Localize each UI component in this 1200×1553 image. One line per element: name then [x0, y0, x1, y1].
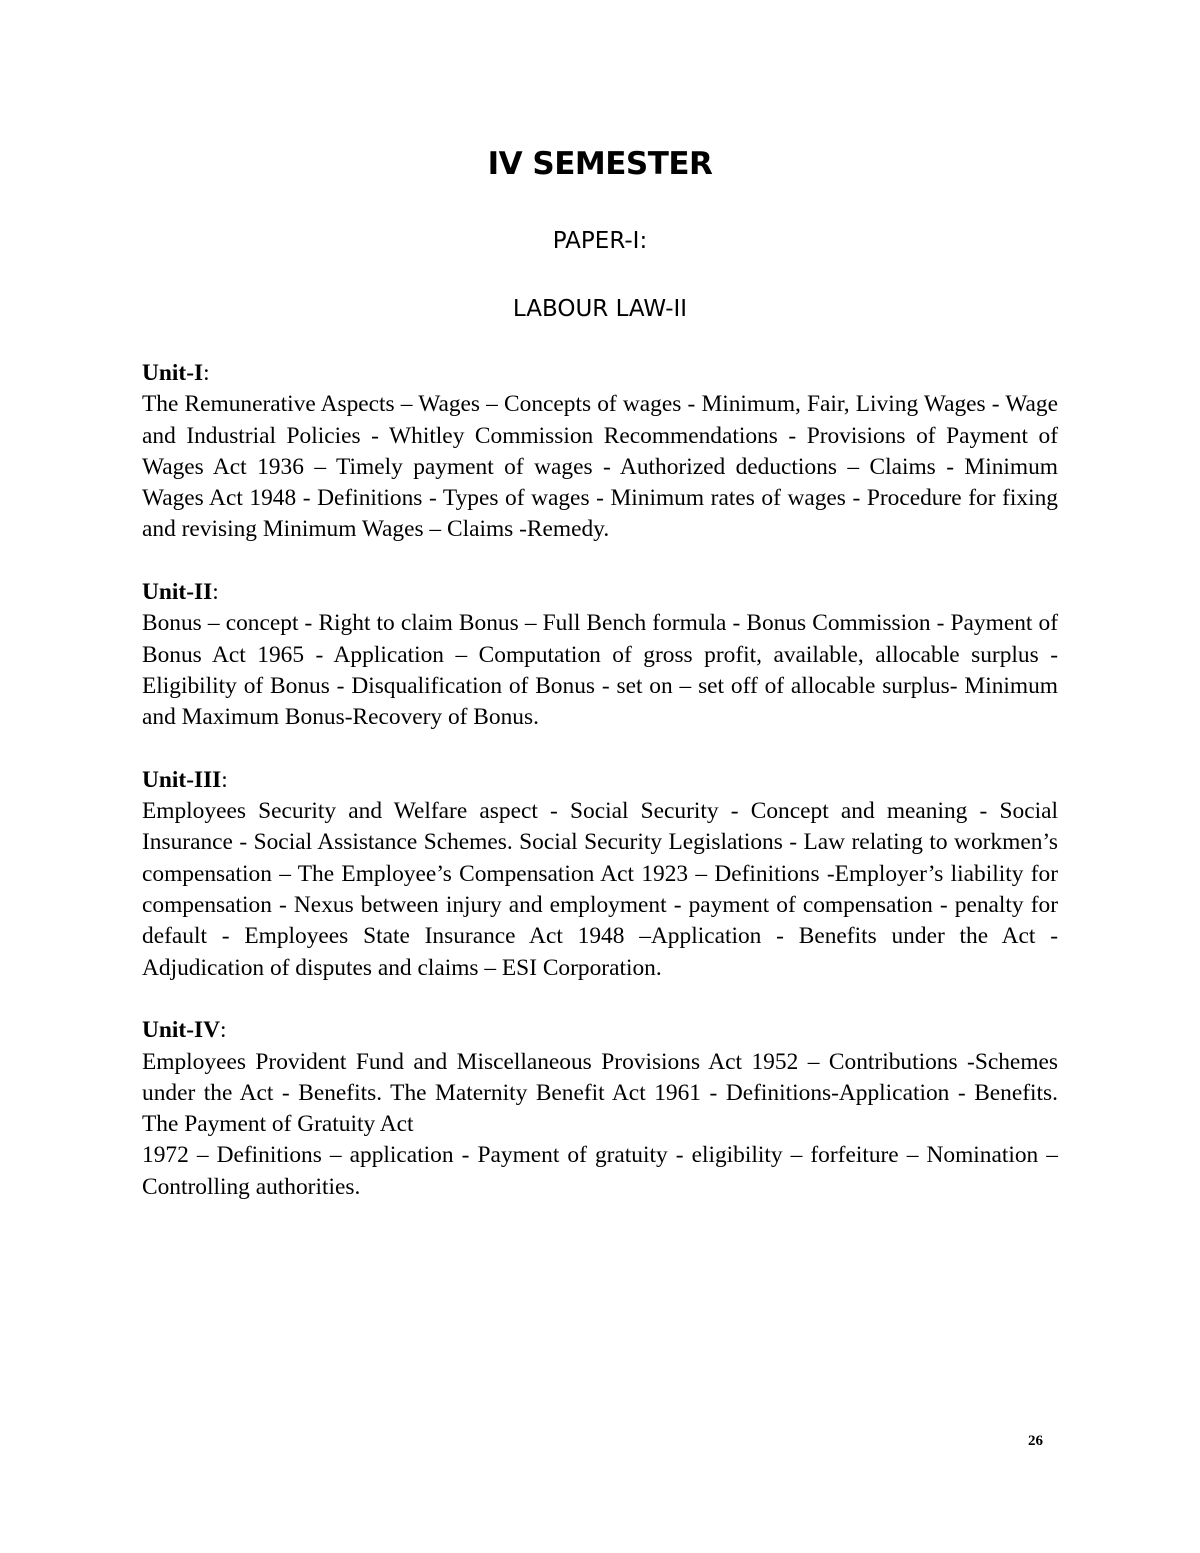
- unit-description: Employees Security and Welfare aspect - Social Security - Concept and meaning - Social Insurance - Social Assistance Schemes. Social Security Legislations - Law relating to workmen’s compensation – The Employee’s Compensation Act 1923 – Definitions -Employer’s liability for compensation - Nexus between injury and employment - payment of compensation - penalty for default - Employees State Insurance Act 1948 –Application - Benefits under the Act - Adjudication of disputes and claims – ESI Corporation.: [142, 798, 1058, 981]
- paper-heading: PAPER-I:: [552, 228, 648, 254]
- unit-description: The Remunerative Aspects – Wages – Concepts of wages - Minimum, Fair, Living Wages - Wage and Industrial Policies - Whitley Commission Recommendations - Provisions of Payment of Wages Act 1936 – Timely payment of wages - Authorized deductions – Claims - Minimum Wages Act 1948 - Definitions - Types of wages - Minimum rates of wages - Procedure for fixing and revising Minimum Wages – Claims -Remedy.: [142, 391, 1058, 543]
- unit-heading: [142, 577, 1058, 608]
- unit-heading: [142, 765, 1058, 796]
- unit-heading-colon: :: [219, 1017, 227, 1044]
- unit-description-part-1: Employees Provident Fund and Miscellaneous Provisions Act 1952 – Contributions -Schemes under the Act - Benefits. The Maternity Benefit Act 1961 - Definitions-Application - Benefits. The Payment of Gratuity Act: [142, 1048, 1058, 1138]
- unit-section-4: [142, 1015, 1058, 1203]
- syllabus-content: [142, 358, 1058, 1234]
- unit-heading-label: Unit-II: [142, 579, 213, 606]
- unit-heading-colon: :: [203, 360, 210, 386]
- course-title: LABOUR LAW-II: [512, 296, 688, 322]
- unit-heading-colon: :: [221, 766, 228, 793]
- page-number: 26: [1028, 1433, 1043, 1449]
- unit-heading: [142, 358, 1058, 389]
- unit-section-2: [142, 577, 1058, 733]
- unit-heading-label: Unit-III: [142, 766, 222, 793]
- semester-heading: IV SEMESTER: [487, 146, 713, 182]
- unit-description: Bonus – concept - Right to claim Bonus – Full Bench formula - Bonus Commission - Payment of Bonus Act 1965 - Application – Computation of gross profit, available, allocable surplus - Eligibility of Bonus - Disqualification of Bonus - set on – set off of allocable surplus- Minimum and Maximum Bonus-Recovery of Bonus.: [142, 610, 1058, 731]
- unit-heading-label: Unit-IV: [142, 1017, 220, 1044]
- unit-description-part-2: 1972 – Definitions – application - Payment of gratuity - eligibility – forfeiture – Nomination – Controlling authorities.: [142, 1142, 1058, 1200]
- unit-heading-colon: :: [212, 579, 219, 606]
- unit-heading-label: Unit-I: [142, 360, 204, 386]
- unit-section-1: [142, 358, 1058, 546]
- unit-section-3: [142, 765, 1058, 984]
- unit-heading: [142, 1015, 1058, 1046]
